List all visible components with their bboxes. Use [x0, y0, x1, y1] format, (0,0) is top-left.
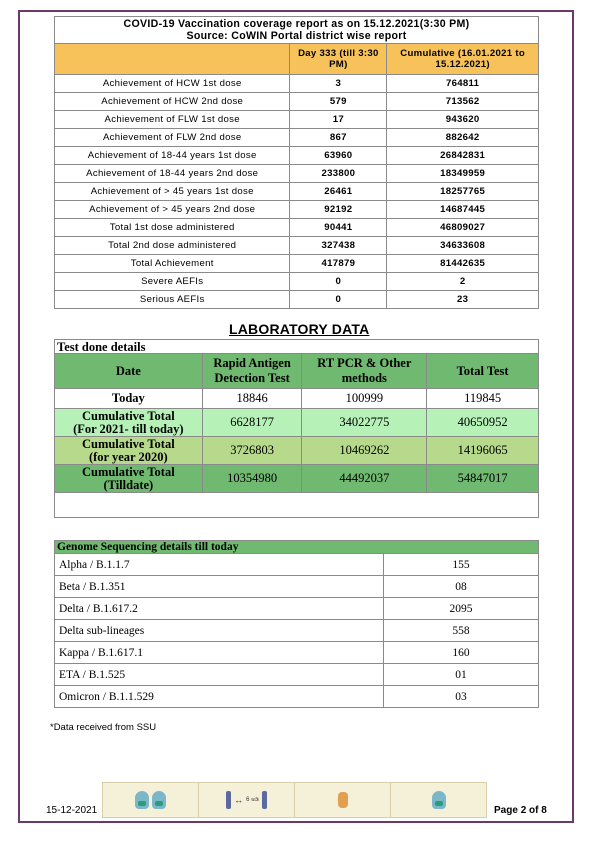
genome-row — [55, 620, 539, 642]
lab-cumtill-label-line1: Cumulative Total — [81, 464, 175, 479]
distance-arrow-icon: ↔ — [234, 795, 244, 805]
lab-cum2020-label — [55, 437, 203, 465]
vaccination-row-day: 867 — [290, 129, 387, 147]
doctor-icon — [432, 791, 446, 809]
mask-face-icon — [135, 791, 149, 809]
genome-variant-name: Kappa / B.1.617.1 — [55, 642, 384, 664]
vaccination-row — [55, 201, 539, 219]
vaccination-title — [55, 17, 539, 44]
lab-cumtill-total: 54847017 — [427, 465, 539, 493]
vaccination-row-label: Severe AEFIs — [55, 273, 290, 291]
vaccination-row-cumulative: 713562 — [387, 93, 539, 111]
lab-cum2021-total: 40650952 — [427, 409, 539, 437]
vaccination-row-cumulative: 34633608 — [387, 237, 539, 255]
lab-row-cum-tilldate — [55, 465, 539, 493]
lab-cumtill-rtpcr: 44492037 — [302, 465, 427, 493]
vaccination-row-label: Total Achievement — [55, 255, 290, 273]
vaccination-row-day: 0 — [290, 273, 387, 291]
header-day: Day 333 (till 3:30 PM) — [290, 44, 387, 75]
lab-cum2021-label-line2: (For 2021- till today) — [73, 421, 184, 436]
lab-cum2021-rat: 6628177 — [202, 409, 302, 437]
genome-variant-name: Omicron / B.1.1.529 — [55, 686, 384, 708]
header-cumulative: Cumulative (16.01.2021 to 15.12.2021) — [387, 44, 539, 75]
vaccination-row-label: Total 1st dose administered — [55, 219, 290, 237]
genome-table — [54, 540, 539, 708]
banner-distance-label: 6 ಅಡಿ — [246, 796, 259, 803]
lab-header-rat: Rapid Antigen Detection Test — [202, 354, 302, 389]
genome-variant-name: Delta / B.1.617.2 — [55, 598, 384, 620]
vaccination-row-label: Achievement of 18-44 years 1st dose — [55, 147, 290, 165]
vaccination-row — [55, 273, 539, 291]
awareness-banner — [102, 782, 487, 818]
genome-variant-count: 155 — [384, 554, 539, 576]
vaccination-title-line2: Source: CoWIN Portal district wise report — [186, 30, 407, 42]
lab-row-cum-2021 — [55, 409, 539, 437]
genome-row — [55, 598, 539, 620]
lab-cum2020-total: 14196065 — [427, 437, 539, 465]
vaccination-row-label: Achievement of HCW 1st dose — [55, 75, 290, 93]
vaccination-row-label: Achievement of > 45 years 1st dose — [55, 183, 290, 201]
genome-variant-count: 03 — [384, 686, 539, 708]
lab-today-rtpcr: 100999 — [302, 389, 427, 409]
lab-cumtill-rat: 10354980 — [202, 465, 302, 493]
genome-variant-count: 160 — [384, 642, 539, 664]
banner-distance-segment — [199, 783, 295, 817]
page-of: of — [529, 805, 539, 816]
genome-row — [55, 664, 539, 686]
vaccination-row-day: 233800 — [290, 165, 387, 183]
page-current: 2 — [520, 805, 527, 816]
vaccination-row — [55, 219, 539, 237]
lab-table — [54, 339, 539, 518]
vaccination-row — [55, 165, 539, 183]
genome-row — [55, 576, 539, 598]
lab-title: LABORATORY DATA — [229, 321, 370, 337]
lab-row-cum-2020 — [55, 437, 539, 465]
lab-cum2021-rtpcr: 34022775 — [302, 409, 427, 437]
genome-variant-name: Delta sub-lineages — [55, 620, 384, 642]
vaccination-row-cumulative: 26842831 — [387, 147, 539, 165]
vaccination-row-label: Achievement of > 45 years 2nd dose — [55, 201, 290, 219]
person-icon — [262, 791, 267, 809]
vaccination-row-day: 63960 — [290, 147, 387, 165]
vaccination-row — [55, 183, 539, 201]
lab-caption: Test done details — [55, 340, 539, 354]
genome-variant-count: 2095 — [384, 598, 539, 620]
vaccination-row-day: 327438 — [290, 237, 387, 255]
lab-cum2020-rat: 3726803 — [202, 437, 302, 465]
vaccination-row-cumulative: 764811 — [387, 75, 539, 93]
banner-mask-segment — [103, 783, 199, 817]
lab-cum2020-rtpcr: 10469262 — [302, 437, 427, 465]
vaccination-row-cumulative: 18257765 — [387, 183, 539, 201]
vaccination-title-line1: COVID-19 Vaccination coverage report as on 15.12.2021(3:30 PM) — [123, 18, 470, 30]
lab-cum2020-label-line2: (for year 2020) — [88, 449, 168, 464]
vaccination-row-cumulative: 14687445 — [387, 201, 539, 219]
lab-header-row — [55, 354, 539, 389]
lab-header-total: Total Test — [427, 354, 539, 389]
page-total: 8 — [541, 805, 547, 816]
lab-today-label: Today — [55, 389, 203, 409]
page-prefix: Page — [494, 805, 518, 816]
vaccination-row-day: 26461 — [290, 183, 387, 201]
genome-variant-name: Alpha / B.1.1.7 — [55, 554, 384, 576]
data-source-note: *Data received from SSU — [50, 722, 157, 733]
vaccination-row-cumulative: 943620 — [387, 111, 539, 129]
vaccination-row-label: Total 2nd dose administered — [55, 237, 290, 255]
vaccination-row-day: 90441 — [290, 219, 387, 237]
vaccination-table — [54, 16, 539, 309]
vaccination-row-day: 417879 — [290, 255, 387, 273]
lab-cum2021-label-line1: Cumulative Total — [81, 408, 175, 423]
lab-blank-row — [55, 493, 539, 518]
vaccination-row — [55, 237, 539, 255]
footer-date: 15-12-2021 — [46, 805, 98, 816]
vaccination-row-cumulative: 882642 — [387, 129, 539, 147]
genome-variant-count: 08 — [384, 576, 539, 598]
lab-cum2021-label — [55, 409, 203, 437]
genome-row — [55, 642, 539, 664]
vaccination-row-label: Achievement of FLW 1st dose — [55, 111, 290, 129]
vaccination-row-label: Serious AEFIs — [55, 291, 290, 309]
header-blank — [55, 44, 290, 75]
vaccination-row — [55, 291, 539, 309]
vaccination-row-day: 0 — [290, 291, 387, 309]
lab-header-date: Date — [55, 354, 203, 389]
genome-title: Genome Sequencing details till today — [55, 541, 539, 554]
lab-cumtill-label — [55, 465, 203, 493]
vaccination-row — [55, 75, 539, 93]
banner-doctor-segment — [391, 783, 486, 817]
vaccination-row-cumulative: 46809027 — [387, 219, 539, 237]
lab-row-today — [55, 389, 539, 409]
genome-row — [55, 686, 539, 708]
vaccination-row-label: Achievement of FLW 2nd dose — [55, 129, 290, 147]
lab-today-total: 119845 — [427, 389, 539, 409]
vaccination-row-cumulative: 2 — [387, 273, 539, 291]
genome-variant-count: 01 — [384, 664, 539, 686]
vaccination-row — [55, 111, 539, 129]
vaccination-header-row — [55, 44, 539, 75]
vaccination-row-cumulative: 23 — [387, 291, 539, 309]
vaccination-row — [55, 129, 539, 147]
vaccination-row-day: 17 — [290, 111, 387, 129]
page-number — [494, 805, 547, 816]
vaccination-row — [55, 93, 539, 111]
genome-variant-count: 558 — [384, 620, 539, 642]
genome-row — [55, 554, 539, 576]
lab-cum2020-label-line1: Cumulative Total — [81, 436, 175, 451]
lab-cumtill-label-line2: (Tilldate) — [103, 477, 154, 492]
vaccination-row-day: 92192 — [290, 201, 387, 219]
person-icon — [226, 791, 231, 809]
vaccination-row-label: Achievement of 18-44 years 2nd dose — [55, 165, 290, 183]
vaccination-row — [55, 255, 539, 273]
vaccination-row-cumulative: 18349959 — [387, 165, 539, 183]
mask-face-icon — [152, 791, 166, 809]
vaccination-row — [55, 147, 539, 165]
vaccination-row-cumulative: 81442635 — [387, 255, 539, 273]
banner-sanitizer-segment — [295, 783, 391, 817]
vaccination-row-day: 579 — [290, 93, 387, 111]
genome-variant-name: ETA / B.1.525 — [55, 664, 384, 686]
genome-variant-name: Beta / B.1.351 — [55, 576, 384, 598]
vaccination-row-label: Achievement of HCW 2nd dose — [55, 93, 290, 111]
sanitizer-icon — [338, 792, 348, 808]
vaccination-row-day: 3 — [290, 75, 387, 93]
lab-header-rtpcr: RT PCR & Other methods — [302, 354, 427, 389]
lab-today-rat: 18846 — [202, 389, 302, 409]
